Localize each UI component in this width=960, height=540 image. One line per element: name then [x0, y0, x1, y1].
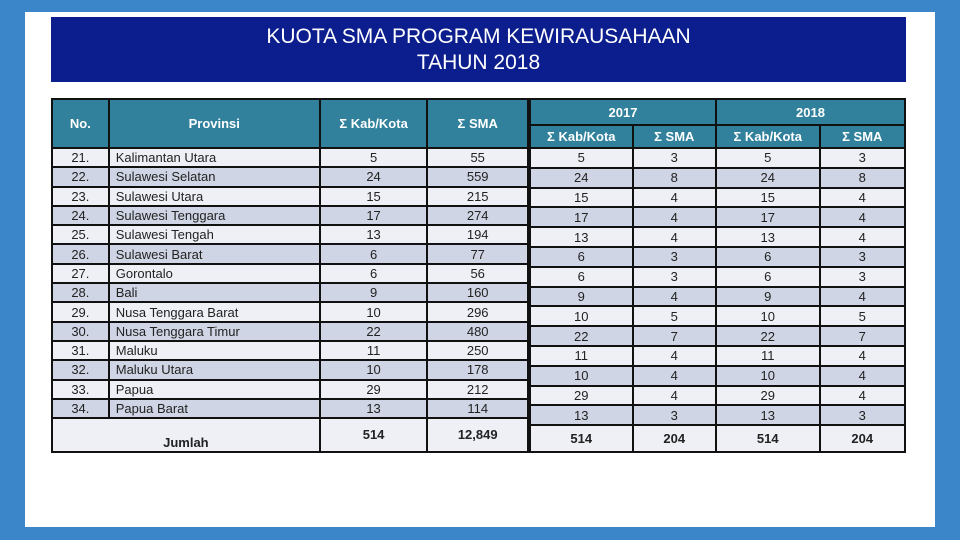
sma-count: 160 [427, 283, 528, 302]
kab-kota-2018: 17 [716, 207, 820, 227]
sma-count: 296 [427, 302, 528, 321]
kab-kota-2018: 6 [716, 247, 820, 267]
sma-2017: 3 [633, 148, 716, 168]
row-number: 29. [52, 302, 109, 321]
sma-2018: 4 [820, 188, 905, 208]
sma-count: 194 [427, 225, 528, 244]
kab-kota-2018: 22 [716, 326, 820, 346]
sma-2018: 8 [820, 168, 905, 188]
header-no: No. [52, 99, 109, 148]
kab-kota-2017: 24 [530, 168, 633, 188]
row-number: 33. [52, 380, 109, 399]
kab-kota-2018: 11 [716, 346, 820, 366]
province-name: Kalimantan Utara [109, 148, 320, 167]
table-row [530, 386, 905, 406]
kab-kota-2018: 10 [716, 306, 820, 326]
table-row [52, 206, 528, 225]
province-name: Sulawesi Selatan [109, 167, 320, 186]
table-row [52, 187, 528, 206]
row-number: 32. [52, 360, 109, 379]
province-name: Maluku Utara [109, 360, 320, 379]
quota-table-years [529, 98, 906, 453]
kab-kota-count: 24 [320, 167, 428, 186]
sma-2018: 4 [820, 386, 905, 406]
kab-kota-count: 13 [320, 225, 428, 244]
kab-kota-2018: 24 [716, 168, 820, 188]
province-name: Bali [109, 283, 320, 302]
sma-2018: 4 [820, 346, 905, 366]
kab-kota-2018: 29 [716, 386, 820, 406]
sma-2017: 5 [633, 306, 716, 326]
province-name: Papua [109, 380, 320, 399]
province-name: Sulawesi Tenggara [109, 206, 320, 225]
sma-2017: 3 [633, 247, 716, 267]
kab-kota-2018: 6 [716, 267, 820, 287]
table-row [530, 267, 905, 287]
sma-2017: 7 [633, 326, 716, 346]
table-row [52, 244, 528, 263]
table-row [530, 247, 905, 267]
sma-2017: 4 [633, 188, 716, 208]
kab-kota-count: 17 [320, 206, 428, 225]
header-2018-kab-kota: Σ Kab/Kota [716, 125, 820, 148]
kab-kota-2018: 13 [716, 227, 820, 247]
sma-2017: 4 [633, 366, 716, 386]
row-number: 31. [52, 341, 109, 360]
sma-2017: 3 [633, 405, 716, 425]
kab-kota-count: 29 [320, 380, 428, 399]
table-row [52, 322, 528, 341]
kab-kota-count: 6 [320, 264, 428, 283]
table-row [530, 148, 905, 168]
table-row [52, 380, 528, 399]
table-row [530, 168, 905, 188]
header-2017-sma: Σ SMA [633, 125, 716, 148]
kab-kota-2018: 9 [716, 287, 820, 307]
sma-count: 215 [427, 187, 528, 206]
total-kab-kota: 514 [320, 418, 428, 452]
kab-kota-count: 10 [320, 360, 428, 379]
sma-2017: 4 [633, 386, 716, 406]
total-2017-sma: 204 [633, 425, 716, 452]
province-name: Sulawesi Tengah [109, 225, 320, 244]
kab-kota-2018: 10 [716, 366, 820, 386]
table-row [52, 264, 528, 283]
province-name: Papua Barat [109, 399, 320, 418]
province-name: Sulawesi Utara [109, 187, 320, 206]
kab-kota-count: 11 [320, 341, 428, 360]
kab-kota-2017: 13 [530, 227, 633, 247]
row-number: 23. [52, 187, 109, 206]
header-year-2017: 2017 [530, 99, 716, 125]
sma-count: 114 [427, 399, 528, 418]
kab-kota-count: 22 [320, 322, 428, 341]
province-name: Nusa Tenggara Timur [109, 322, 320, 341]
row-number: 22. [52, 167, 109, 186]
kab-kota-2017: 10 [530, 366, 633, 386]
header-year-2018: 2018 [716, 99, 905, 125]
row-number: 21. [52, 148, 109, 167]
province-name: Gorontalo [109, 264, 320, 283]
sma-2017: 4 [633, 207, 716, 227]
sma-2017: 4 [633, 227, 716, 247]
kab-kota-2017: 6 [530, 247, 633, 267]
sma-count: 250 [427, 341, 528, 360]
row-number: 34. [52, 399, 109, 418]
sma-2018: 4 [820, 227, 905, 247]
sma-2018: 7 [820, 326, 905, 346]
title-line-2: TAHUN 2018 [416, 50, 541, 74]
table-row [530, 227, 905, 247]
kab-kota-2017: 9 [530, 287, 633, 307]
kab-kota-2017: 5 [530, 148, 633, 168]
kab-kota-2017: 13 [530, 405, 633, 425]
kab-kota-2017: 10 [530, 306, 633, 326]
table-row [52, 225, 528, 244]
table-row [530, 306, 905, 326]
kab-kota-count: 9 [320, 283, 428, 302]
row-number: 26. [52, 244, 109, 263]
sma-count: 55 [427, 148, 528, 167]
kab-kota-2017: 17 [530, 207, 633, 227]
row-number: 25. [52, 225, 109, 244]
kab-kota-count: 13 [320, 399, 428, 418]
table-row [530, 405, 905, 425]
sma-count: 274 [427, 206, 528, 225]
kab-kota-2017: 6 [530, 267, 633, 287]
province-name: Sulawesi Barat [109, 244, 320, 263]
table-row [530, 188, 905, 208]
table-row [530, 366, 905, 386]
table-row [52, 341, 528, 360]
row-number: 28. [52, 283, 109, 302]
table-row [52, 167, 528, 186]
sma-2018: 3 [820, 247, 905, 267]
row-number: 24. [52, 206, 109, 225]
slide-title [51, 17, 906, 82]
header-2017-kab-kota: Σ Kab/Kota [530, 125, 633, 148]
table-row [52, 283, 528, 302]
sma-2018: 4 [820, 366, 905, 386]
sma-2017: 3 [633, 267, 716, 287]
sma-2018: 4 [820, 287, 905, 307]
sma-2017: 4 [633, 346, 716, 366]
sma-count: 77 [427, 244, 528, 263]
sma-2017: 4 [633, 287, 716, 307]
kab-kota-2018: 13 [716, 405, 820, 425]
total-label: Jumlah [52, 418, 320, 452]
table-row [52, 302, 528, 321]
header-provinsi: Provinsi [109, 99, 320, 148]
total-sma: 12,849 [427, 418, 528, 452]
kab-kota-2017: 22 [530, 326, 633, 346]
province-name: Maluku [109, 341, 320, 360]
table-row [530, 287, 905, 307]
kab-kota-2018: 5 [716, 148, 820, 168]
sma-count: 559 [427, 167, 528, 186]
kab-kota-count: 10 [320, 302, 428, 321]
province-name: Nusa Tenggara Barat [109, 302, 320, 321]
row-number: 30. [52, 322, 109, 341]
quota-table-left [51, 98, 529, 453]
header-2018-sma: Σ SMA [820, 125, 905, 148]
sma-2018: 4 [820, 207, 905, 227]
total-2018-kab-kota: 514 [716, 425, 820, 452]
kab-kota-count: 15 [320, 187, 428, 206]
kab-kota-2017: 11 [530, 346, 633, 366]
table-row [52, 148, 528, 167]
header-sma: Σ SMA [427, 99, 528, 148]
sma-2018: 3 [820, 148, 905, 168]
table-row [530, 207, 905, 227]
kab-kota-2018: 15 [716, 188, 820, 208]
header-kab-kota: Σ Kab/Kota [320, 99, 428, 148]
title-line-1: KUOTA SMA PROGRAM KEWIRAUSAHAAN [266, 24, 691, 48]
total-2017-kab-kota: 514 [530, 425, 633, 452]
sma-2017: 8 [633, 168, 716, 188]
table-row [52, 399, 528, 418]
sma-count: 212 [427, 380, 528, 399]
sma-count: 480 [427, 322, 528, 341]
kab-kota-2017: 15 [530, 188, 633, 208]
sma-2018: 3 [820, 267, 905, 287]
kab-kota-2017: 29 [530, 386, 633, 406]
row-number: 27. [52, 264, 109, 283]
total-2018-sma: 204 [820, 425, 905, 452]
sma-2018: 5 [820, 306, 905, 326]
sma-2018: 3 [820, 405, 905, 425]
table-row [52, 360, 528, 379]
table-row [530, 326, 905, 346]
sma-count: 178 [427, 360, 528, 379]
kab-kota-count: 6 [320, 244, 428, 263]
kab-kota-count: 5 [320, 148, 428, 167]
sma-count: 56 [427, 264, 528, 283]
table-row [530, 346, 905, 366]
